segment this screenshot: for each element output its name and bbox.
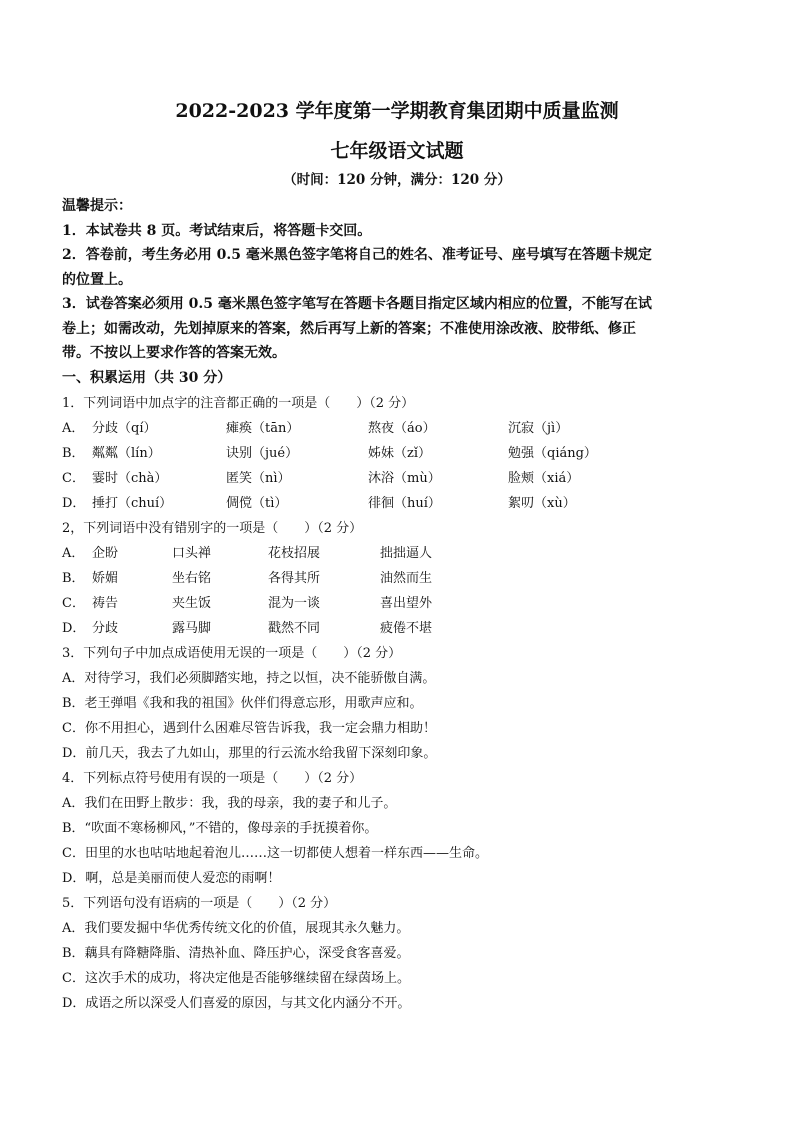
option-line: A．我们要发掘中华优秀传统文化的价值，展现其永久魅力。 [62,920,410,936]
option-row [62,616,732,641]
option-cell: 勉强（qiáng） [508,445,597,461]
option-cell: 喜出望外 [380,595,433,611]
question-3 [62,641,732,766]
option-cell: 捶打（chuí） [92,495,173,511]
option-row [62,491,732,516]
option-cell: 徘徊（huí） [368,495,441,511]
option-cell: 油然而生 [380,570,433,586]
option-label: A． [62,420,85,436]
option-cell: 粼粼（lín） [92,445,161,461]
option-line: B．“吹面不寒杨柳风，”不错的，像母亲的手抚摸着你。 [62,820,378,836]
option-cell: 诀别（jué） [226,445,299,461]
option-cell: 霎时（chà） [92,470,168,486]
tips-line: 带。不按以上要求作答的答案无效。 [62,345,286,361]
option-line: C．田里的水也咕咕地起着泡儿……这一切都使人想着一样东西——生命。 [62,845,488,861]
time-info: （时间：120 分钟，满分：120 分） [283,172,511,188]
tips-line: 卷上；如需改动，先划掉原来的答案，然后再写上新的答案；不准使用涂改液、胶带纸、修正 [62,320,636,337]
option-cell: 夹生饭 [172,595,212,611]
option-row [62,541,732,566]
option-line: D．前几天，我去了九如山，那里的行云流水给我留下深刻印象。 [62,745,437,761]
question-stem: 2，下列词语中没有错别字的一项是（ ）（2 分） [62,520,363,536]
option-cell: 花枝招展 [268,545,321,561]
option-cell: 口头禅 [172,545,212,561]
option-line: D．啊，总是美丽而使人爱恋的雨啊！ [62,870,281,886]
option-cell: 露马脚 [172,620,212,636]
option-cell: 各得其所 [268,570,321,586]
question-2 [62,516,732,641]
option-cell: 熬夜（áo） [368,420,436,436]
tips-line: 的位置上。 [62,271,132,288]
exam-title: 2022-2023 学年度第一学期教育集团期中质量监测 [175,100,619,122]
option-line: C．这次手术的成功，将决定他是否能够继续留在绿茵场上。 [62,970,410,986]
option-line: A．我们在田野上散步：我，我的母亲，我的妻子和儿子。 [62,795,397,811]
exam-subtitle: 七年级语文试题 [330,140,464,162]
question-stem: 1．下列词语中加点字的注音都正确的一项是（ ）（2 分） [62,395,415,411]
option-cell: 混为一谈 [268,595,321,611]
option-label: B． [62,570,85,586]
option-row [62,466,732,491]
option-cell: 分歧（qí） [92,420,157,436]
option-cell: 匿笑（nì） [226,470,291,486]
option-cell: 沉寂（jì） [508,420,569,436]
option-row [62,416,732,441]
option-label: B． [62,445,85,461]
option-line: D．成语之所以深受人们喜爱的原因，与其文化内涵分不开。 [62,995,411,1011]
option-line: B．藕具有降糖降脂、清热补血、降压护心，深受食客喜爱。 [62,945,410,961]
option-cell: 戳然不同 [268,620,321,636]
option-cell: 拙拙逼人 [380,545,433,561]
tips-line: 1．本试卷共 8 页。考试结束后，将答题卡交回。 [62,222,372,239]
question-stem: 3．下列句子中加点成语使用无误的一项是（ ）（2 分） [62,645,402,661]
option-line: B．老王弹唱《我和我的祖国》伙伴们得意忘形，用歌声应和。 [62,695,423,711]
option-cell: 瘫痪（tān） [226,420,300,436]
option-label: A． [62,545,85,561]
question-stem: 5．下列语句没有语病的一项是（ ）（2 分） [62,895,337,911]
question-5 [62,891,732,1016]
option-cell: 絮叨（xù） [508,495,576,511]
option-label: D． [62,495,86,511]
tips-line: 3．试卷答案必须用 0.5 毫米黑色签字笔写在答题卡各题目指定区域内相应的位置，不能写在试 [62,296,652,312]
option-row [62,591,732,616]
option-row [62,566,732,591]
tips-block [62,194,732,366]
option-line: C．你不用担心，遇到什么困难尽管告诉我，我一定会鼎力相助！ [62,720,436,736]
option-cell: 分歧 [92,620,119,636]
option-label: C． [62,595,85,611]
option-cell: 娇媚 [92,570,119,586]
question-4 [62,766,732,891]
option-cell: 企盼 [92,545,119,561]
option-cell: 倜傥（tì） [226,495,288,511]
option-row [62,441,732,466]
option-label: D． [62,620,86,636]
option-line: A．对待学习，我们必须脚踏实地，持之以恒，决不能骄傲自满。 [62,670,436,686]
option-cell: 脸颊（xiá） [508,470,580,486]
option-cell: 坐右铭 [172,570,212,586]
section-heading: 一、积累运用（共 30 分） [62,369,232,386]
option-cell: 沐浴（mù） [368,470,441,486]
option-cell: 疲倦不堪 [380,620,433,636]
tips-heading: 温馨提示： [62,198,132,214]
option-cell: 祷告 [92,595,119,611]
question-1 [62,391,732,516]
option-label: C． [62,470,85,486]
option-cell: 姊妹（zǐ） [368,445,432,461]
tips-line: 2．答卷前，考生务必用 0.5 毫米黑色签字笔将自己的姓名、准考证号、座号填写在答题卡规定 [62,247,652,263]
question-stem: 4．下列标点符号使用有误的一项是（ ）（2 分） [62,770,363,786]
